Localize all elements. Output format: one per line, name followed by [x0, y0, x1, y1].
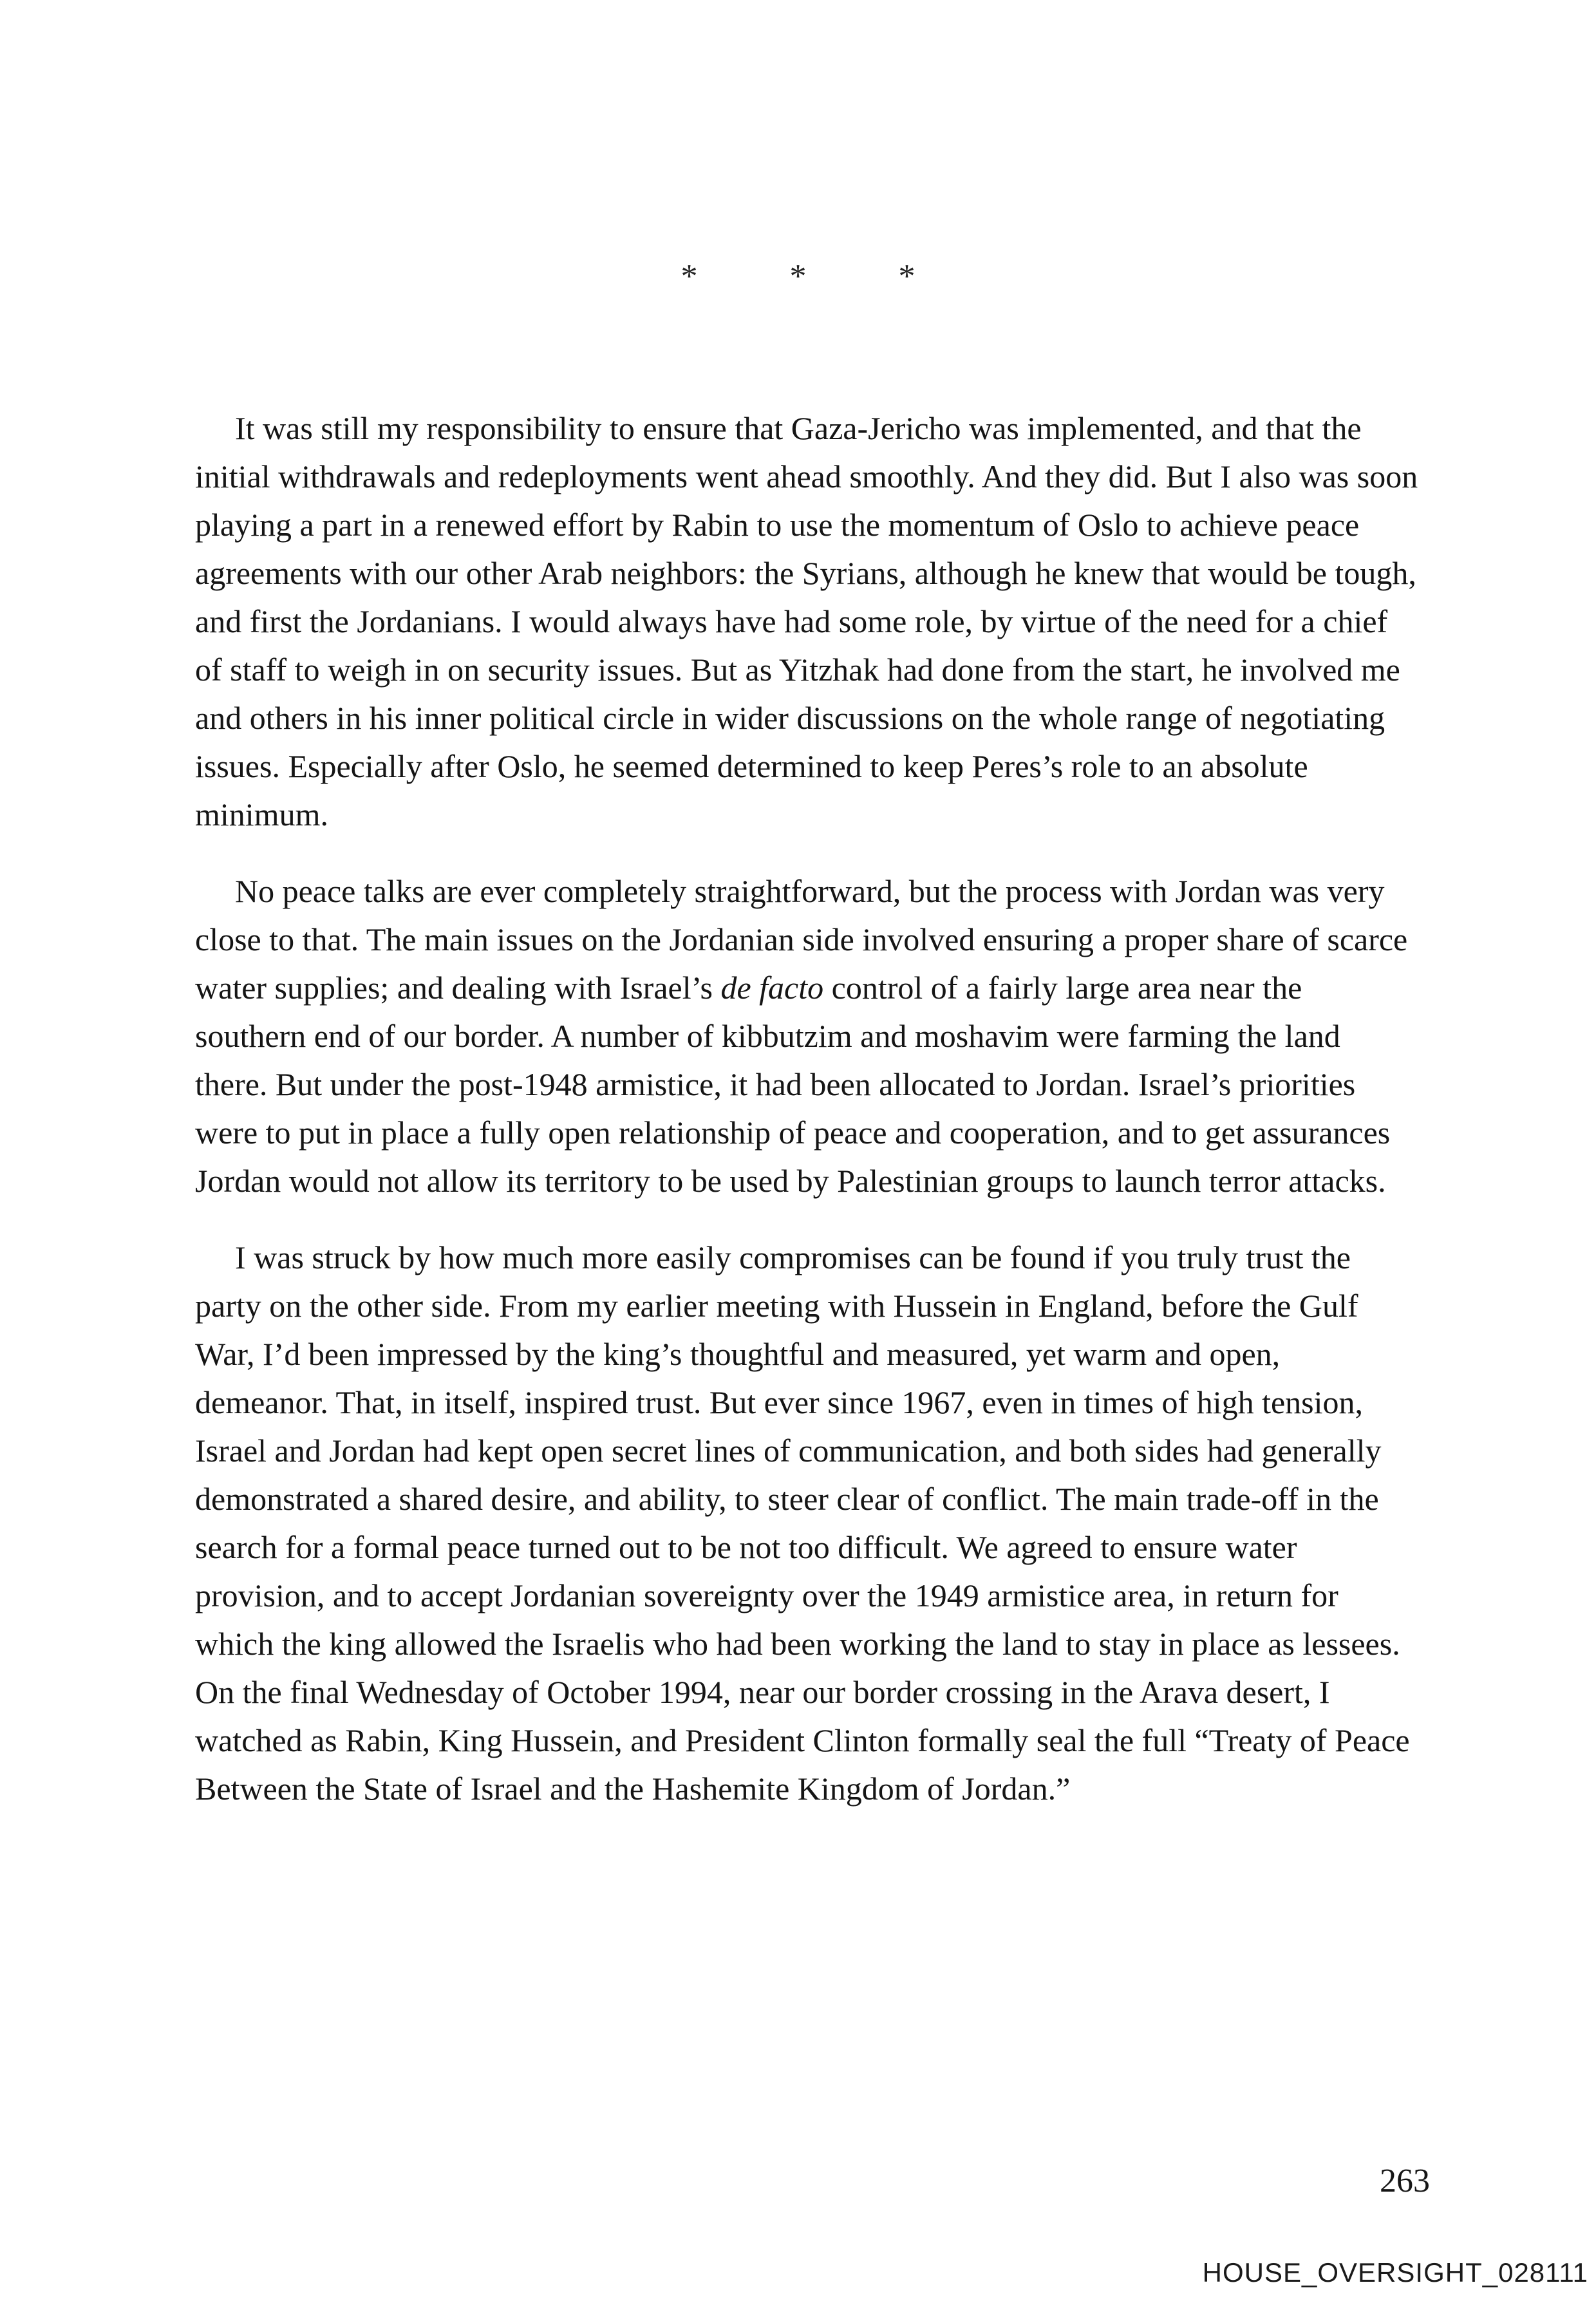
paragraph-2-text-before-italic: No peace talks are ever completely straightforward, but the process with Jordan was very close to that. The main issues on the Jordanian side involved ensuring a proper share of scarce water supplies; and dealing with Israel’s [195, 873, 1408, 1006]
page-number: 263 [1380, 2163, 1430, 2199]
body-paragraph-1: It was still my responsibility to ensure that Gaza-Jericho was implemented, and that the initial withdrawals and redeployments went ahead smoothly. And they did. But I also was soon playing a part in a renewed effort by Rabin to use the momentum of Oslo to achieve peace agreements with our other Arab neighbors: the Syrians, although he knew that would be tough, and first the Jordanians. I would always have had some role, by virtue of the need for a chief of staff to weigh in on security issues. But as Yitzhak had done from the start, he involved me and others in his inner political circle in wider discussions on the whole range of negotiating issues. Especially after Oslo, he seemed determined to keep Peres’s role to an absolute minimum. [195, 410, 1418, 832]
paragraph-2-text-after-italic: control of a fairly large area near the southern end of our border. A number of kibbutzim and moshavim were farming the land there. But under the post-1948 armistice, it had been allocated to Jordan. Israel’s priorities were to put in place a fully open relationship of peace and cooperation, and to get assurances Jordan would not allow its territory to be used by Palestinian groups to launch terror attacks. [195, 970, 1391, 1199]
oversight-bates-stamp: HOUSE_OVERSIGHT_028111 [1202, 2257, 1588, 2288]
body-paragraph-2 [195, 867, 1418, 1205]
section-separator-asterisks: * * * [681, 258, 915, 295]
body-paragraph-3: I was struck by how much more easily compromises can be found if you truly trust the party on the other side. From my earlier meeting with Hussein in England, before the Gulf War, I’d been impressed by the king’s thoughtful and measured, yet warm and open, demeanor. That, in itself, inspired trust. But ever since 1967, even in times of high tension, Israel and Jordan had kept open secret lines of communication, and both sides had generally demonstrated a shared desire, and ability, to steer clear of conflict. The main trade-off in the search for a formal peace turned out to be not too difficult. We agreed to ensure water provision, and to accept Jordanian sovereignty over the 1949 armistice area, in return for which the king allowed the Israelis who had been working the land to stay in place as lessees. On the final Wednesday of October 1994, near our border crossing in the Arava desert, I watched as Rabin, King Hussein, and President Clinton formally seal the full “Treaty of Peace Between the State of Israel and the Hashemite Kingdom of Jordan.” [195, 1239, 1410, 1807]
paragraph-2-italic-phrase: de facto [720, 970, 824, 1006]
body-text-block [195, 404, 1418, 1841]
